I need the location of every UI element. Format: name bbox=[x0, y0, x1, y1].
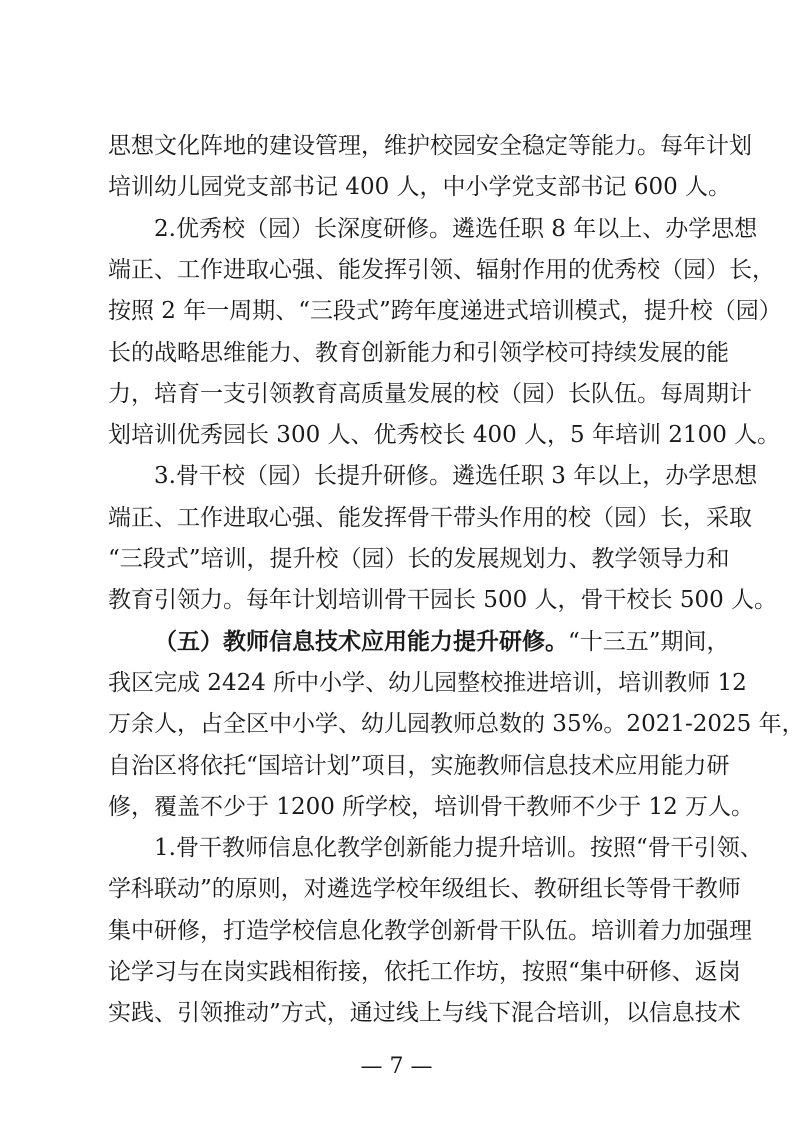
paragraph-line: 端正、工作进取心强、能发挥骨干带头作用的校（园）长，采取 bbox=[108, 505, 752, 531]
paragraph-line: 划培训优秀园长 300 人、优秀校长 400 人，5 年培训 2100 人。 bbox=[108, 422, 781, 448]
paragraph-line: 思想文化阵地的建设管理，维护校园安全稳定等能力。每年计划 bbox=[108, 133, 752, 159]
paragraph-line: 1.骨干教师信息化教学创新能力提升培训。按照“骨干引领、 bbox=[154, 835, 763, 861]
paragraph-line: 集中研修，打造学校信息化教学创新骨干队伍。培训着力加强理 bbox=[108, 918, 752, 944]
page-number: — 7 — bbox=[360, 1054, 433, 1079]
paragraph-line: 万余人，占全区中小学、幼儿园教师总数的 35%。2021-2025 年， bbox=[108, 711, 805, 737]
paragraph-line: 自治区将依托“国培计划”项目，实施教师信息技术应用能力研 bbox=[108, 753, 730, 779]
paragraph-line: 我区完成 2424 所中小学、幼儿园整校推进培训，培训教师 12 bbox=[108, 670, 747, 696]
paragraph-line: 按照 2 年一周期、“三段式”跨年度递进式培训模式，提升校（园） bbox=[108, 298, 782, 324]
paragraph-line: 学科联动”的原则，对遴选学校年级组长、教研组长等骨干教师 bbox=[108, 876, 741, 902]
section-heading-tail: “十三五”期间， bbox=[568, 629, 730, 655]
paragraph-line: 力，培育一支引领教育高质量发展的校（园）长队伍。每周期计 bbox=[108, 381, 752, 407]
paragraph-line: 实践、引领推动”方式，通过线上与线下混合培训，以信息技术 bbox=[108, 1000, 741, 1026]
paragraph-line: 论学习与在岗实践相衔接，依托工作坊，按照“集中研修、返岗 bbox=[108, 959, 741, 985]
paragraph-line: 教育引领力。每年计划培训骨干园长 500 人，骨干校长 500 人。 bbox=[108, 587, 778, 613]
section-heading: （五）教师信息技术应用能力提升研修。 bbox=[154, 628, 568, 655]
paragraph-line: 2.优秀校（园）长深度研修。遴选任职 8 年以上、办学思想 bbox=[154, 216, 758, 242]
paragraph-line: 端正、工作进取心强、能发挥引领、辐射作用的优秀校（园）长， bbox=[108, 257, 775, 283]
paragraph-line: 修，覆盖不少于 1200 所学校，培训骨干教师不少于 12 万人。 bbox=[108, 794, 755, 820]
section-heading-line bbox=[154, 627, 730, 657]
paragraph-line: 培训幼儿园党支部书记 400 人，中小学党支部书记 600 人。 bbox=[108, 174, 732, 200]
paragraph-line: 3.骨干校（园）长提升研修。遴选任职 3 年以上，办学思想 bbox=[154, 463, 758, 489]
paragraph-line: “三段式”培训，提升校（园）长的发展规划力、教学领导力和 bbox=[108, 546, 730, 572]
paragraph-line: 长的战略思维能力、教育创新能力和引领学校可持续发展的能 bbox=[108, 340, 729, 366]
